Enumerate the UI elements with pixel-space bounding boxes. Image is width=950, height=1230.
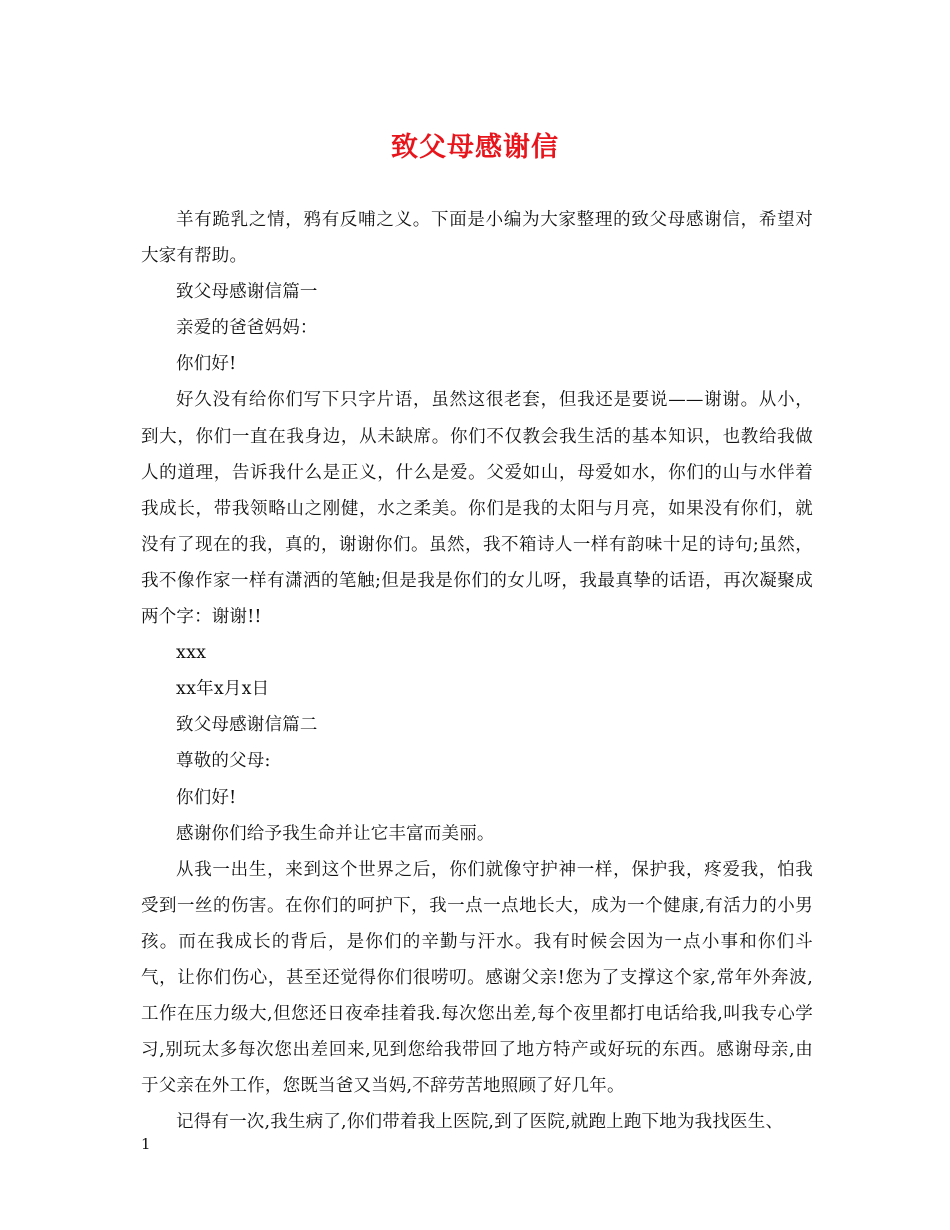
section-heading-1: 致父母感谢信篇一 [176,282,318,303]
letter-1-signature: xxx [176,643,207,664]
letter-2-continued: 记得有一次,我生病了,你们带着我上医院,到了医院,就跑上跑下地为我找医生、 [176,1112,784,1133]
salutation-2: 尊敬的父母: [176,751,271,772]
document-body [141,202,813,1140]
document-title: 致父母感谢信 [391,132,559,163]
letter-1-body: 好久没有给你们写下只字片语，虽然这很老套，但我还是要说——谢谢。从小，到大，你们一直在我身边，从未缺席。你们不仅教会我生活的基本知识，也教给我做人的道理，告诉我什么是正义，什么是爱。父爱如山，母爱如水，你们的山与水伴着我成长，带我领略山之刚健，水之柔美。你们是我的太阳与月亮，如果没有你们，就没有了现在的我，真的，谢谢你们。虽然，我不箱诗人一样有韵味十足的诗句;虽然，我不像作家一样有潇洒的笔触;但是我是你们的女儿呀，我最真挚的话语，再次凝聚成两个字：谢谢!! [141,390,813,628]
letter-2-opening: 感谢你们给予我生命并让它丰富而美丽。 [176,823,495,844]
greeting-2: 你们好! [176,787,237,808]
greeting-1: 你们好! [176,354,237,375]
intro-paragraph: 羊有跪乳之情，鸦有反哺之义。下面是小编为大家整理的致父母感谢信，希望对大家有帮助。 [141,210,813,267]
letter-1-date: xx年x月x日 [176,679,270,700]
salutation-1: 亲爱的爸爸妈妈： [176,318,318,339]
letter-2-body: 从我一出生，来到这个世界之后，你们就像守护神一样，保护我，疼爱我，怕我受到一丝的伤害。在你们的呵护下，我一点一点地长大，成为一个健康,有活力的小男孩。而在我成长的背后，是你们的辛勤与汗水。我有时候会因为一点小事和你们斗气，让你们伤心，甚至还觉得你们很唠叨。感谢父亲!您为了支撑这个家,常年外奔波,工作在压力级大,但您还日夜牵挂着我.每次您出差,每个夜里都打电话给我,叫我专心学习,别玩太多每次您出差回来,见到您给我带回了地方特产或好玩的东西。感谢母亲,由于父亲在外工作，您既当爸又当妈,不辞劳苦地照顾了好几年。 [141,859,813,1097]
section-heading-2: 致父母感谢信篇二 [176,715,318,736]
page-number: 1 [141,1135,151,1153]
